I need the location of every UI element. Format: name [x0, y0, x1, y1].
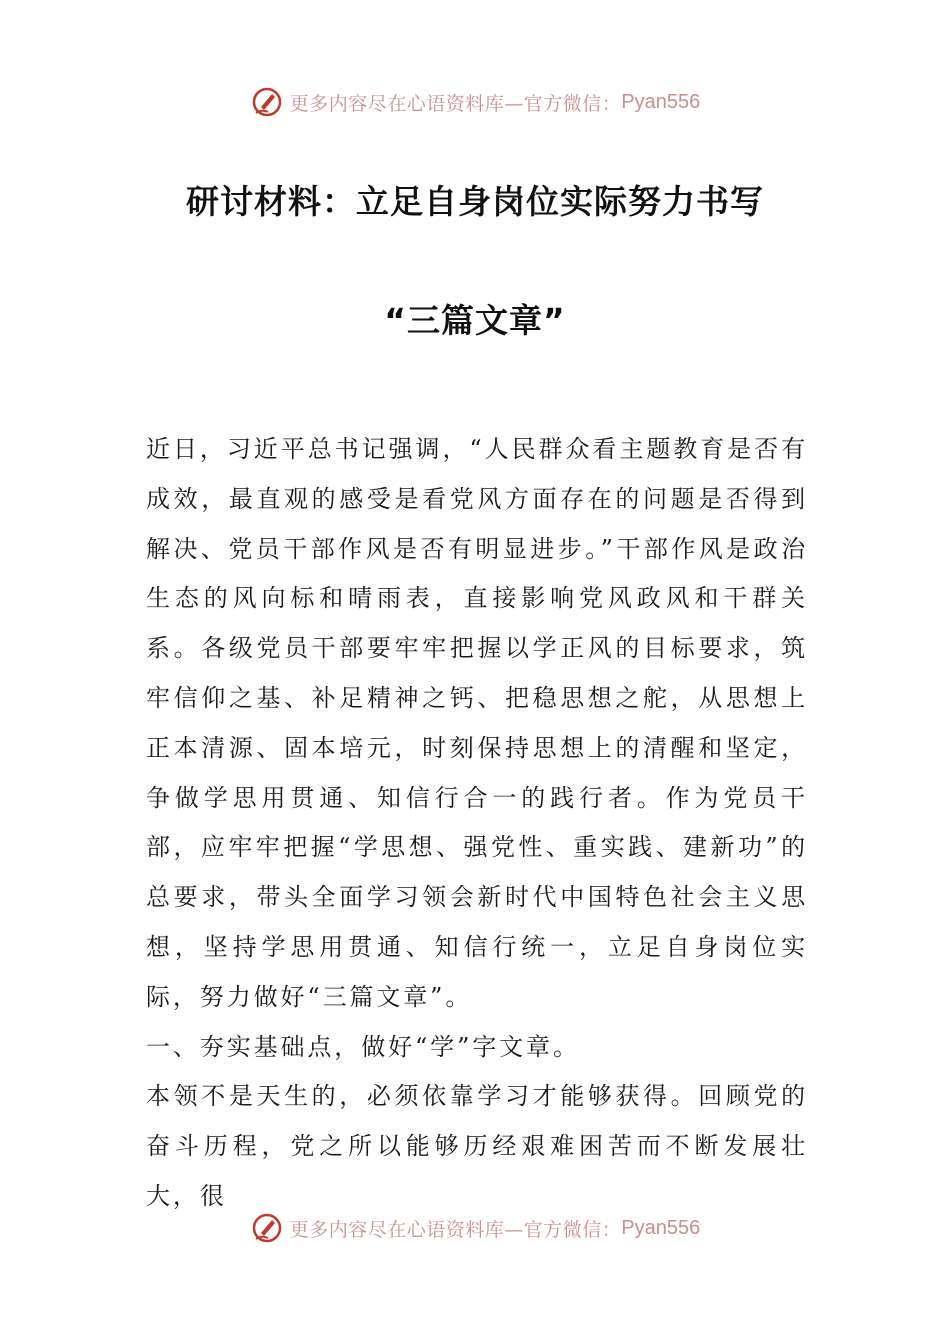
- document-body: [146, 425, 808, 1222]
- section-heading: 一、夯实基础点，做好“学”字文章。: [146, 1032, 580, 1061]
- intro-paragraph: 近日，习近平总书记强调，“人民群众看主题教育是否有成效，最直观的感受是看党风方面存在的问题是否得到解决、党员干部作风是否有明显进步。”干部作风是政治生态的风向标和晴雨表，直接影响党风政风和干群关系。各级党员干部要牢牢把握以学正风的目标要求，筑牢信仰之基、补足精神之钙、把稳思想之舵，从思想上正本清源、固本培元，时刻保持思想上的清醒和坚定，争做学思用贯通、知信行合一的践行者。作为党员干部，应牢牢把握“学思想、强党性、重实践、建新功”的总要求，带头全面学习领会新时代中国特色社会主义思想，坚持学思用贯通、知信行统一，立足自身岗位实际，努力做好“三篇文章”。: [146, 435, 808, 1011]
- banner-text: 更多内容尽在心语资料库—官方微信：: [289, 92, 622, 115]
- header-banner: [0, 82, 950, 122]
- document-title-line-2: “三篇文章”: [384, 301, 566, 340]
- footer-banner: [0, 1208, 950, 1248]
- brand-logo-icon: [250, 85, 284, 119]
- brand-logo-icon: [250, 1211, 284, 1245]
- wechat-id: Pyan556: [621, 1216, 701, 1239]
- banner-text: 更多内容尽在心语资料库—官方微信：: [289, 1218, 622, 1241]
- document-title-line-1: 研讨材料：立足自身岗位实际努力书写: [186, 182, 764, 221]
- wechat-id: Pyan556: [621, 90, 701, 113]
- section-paragraph: 本领不是天生的，必须依靠学习才能够获得。回顾党的奋斗历程，党之所以能够历经艰难困苦而不断发展壮大，很: [146, 1082, 808, 1210]
